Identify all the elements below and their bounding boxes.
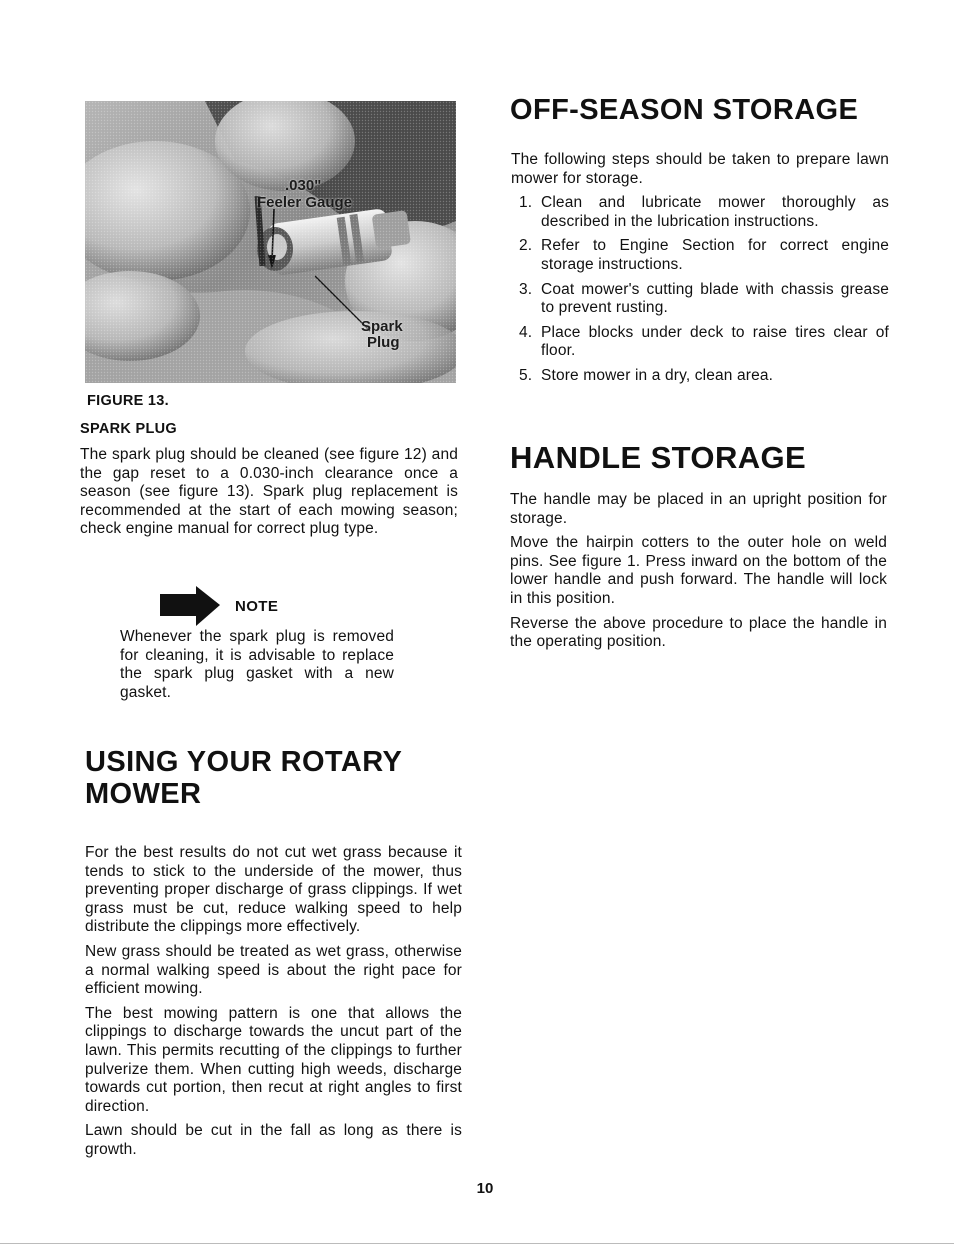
handle-paragraph-3: Reverse the above procedure to place the handle in the operating position. [510,614,887,651]
step-number: 2. [519,237,533,255]
rotary-paragraph-1: For the best results do not cut wet grass because it tends to stick to the underside of the mower, thus preventing proper discharge of grass clippings. If wet grass must be cut, reduce walking speed to help distribute the clippings more effectively. [85,844,462,936]
handle-heading: HANDLE STORAGE [510,440,807,475]
off-season-section [511,151,889,392]
off-season-heading: OFF-SEASON STORAGE [510,94,859,126]
spark-label: Spark [361,318,403,335]
step-number: 5. [519,366,533,384]
note-header [160,584,300,628]
step-number: 3. [519,280,533,298]
gap-label: .030" [285,177,322,194]
list-item [511,367,889,386]
handle-paragraph-2: Move the hairpin cotters to the outer hole on weld pins. See figure 1. Press inward on the bottom of the lower handle and push forward. The handle will lock in this position. [510,534,887,607]
page-number: 10 [476,1180,494,1197]
rotary-heading-line2: MOWER [85,778,202,810]
handle-section [510,491,887,652]
plug-label: Plug [367,334,400,351]
rotary-heading-line1: USING YOUR ROTARY [85,746,403,778]
spark-plug-section [80,446,458,539]
step-text: Refer to Engine Section for correct engine storage instructions. [541,237,889,273]
rotary-section [85,844,462,1160]
note-body [120,628,394,702]
off-season-intro: The following steps should be taken to prepare lawn mower for storage. [511,151,889,187]
step-text: Store mower in a dry, clean area. [541,366,774,384]
footer-divider [0,1243,954,1244]
step-text: Place blocks under deck to raise tires clear of floor. [541,323,889,360]
handle-heading-block [510,440,910,476]
handle-paragraph-1: The handle may be placed in an upright position for storage. [510,491,887,527]
step-number: 1. [519,194,533,212]
step-number: 4. [519,323,533,341]
feeler-gauge-label: Feeler Gauge [257,194,353,211]
off-season-heading-block [510,93,910,127]
list-item [511,237,889,274]
figure-number: FIGURE 13. [87,393,169,409]
list-item [511,324,889,361]
arrow-icon [160,584,224,628]
spark-plug-paragraph: The spark plug should be cleaned (see figure 12) and the gap reset to a 0.030-inch clearance once a season (see figure 13). Spark plug replacement is recommended at the start of each mowing season; check engine manual for correct plug type. [80,446,458,538]
list-item [511,194,889,231]
figure-caption [87,393,169,409]
figure-title-block [80,421,177,437]
rotary-paragraph-2: New grass should be treated as wet grass, otherwise a normal walking speed is about the right pace for efficient mowing. [85,942,462,998]
spark-plug-photo [85,101,456,383]
note-label: NOTE [235,598,279,615]
step-text: Clean and lubricate mower thoroughly as described in the lubrication instructions. [541,194,889,230]
rotary-paragraph-3: The best mowing pattern is one that allows the clippings to discharge towards the uncut part of the lawn. This permits recutting of the clippings to further pulverize them. When cutting high weeds, discharge towards cut portion, then recut at right angles to first direction. [85,1004,462,1115]
rotary-paragraph-4: Lawn should be cut in the fall as long as there is growth. [85,1122,462,1158]
figure-title: SPARK PLUG [80,421,177,437]
note-text: Whenever the spark plug is removed for cleaning, it is advisable to replace the spark plug gasket with a new gasket. [120,628,394,701]
step-text: Coat mower's cutting blade with chassis grease to prevent rusting. [541,280,889,317]
feeler-gauge-illustration [85,101,456,383]
off-season-steps [511,194,889,385]
list-item [511,281,889,318]
rotary-heading [85,746,465,810]
